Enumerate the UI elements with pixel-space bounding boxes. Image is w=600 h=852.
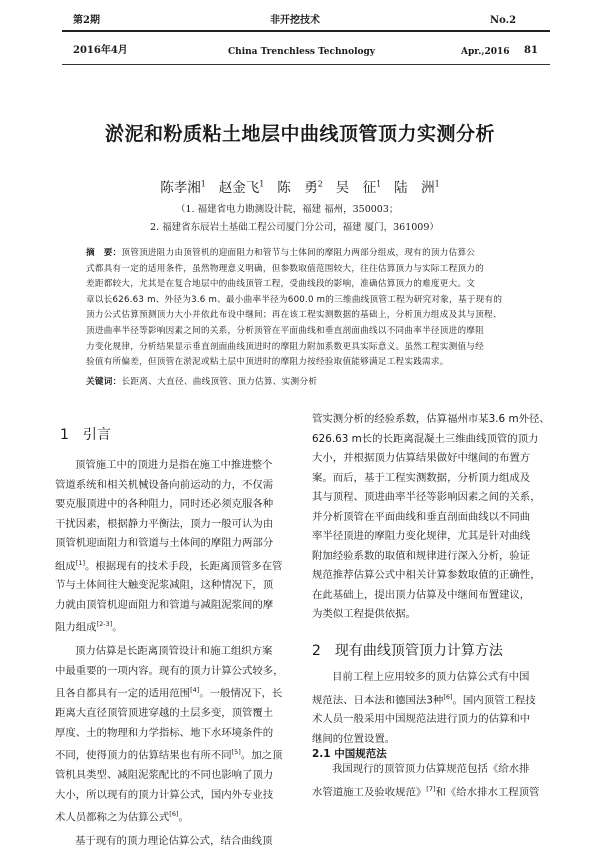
body-line: 力就由顶管机迎面阻力和管道与减阻泥浆间的摩: [55, 598, 274, 611]
citation: [6]: [169, 810, 179, 819]
body-line: [55, 805, 305, 828]
author-affiliation-mark: 1: [200, 179, 206, 189]
body-text: 不同，使得顶力的估算结果也有所不同: [55, 749, 232, 762]
body-line: 大小，所以现有的顶力计算公式，国内外专业技: [55, 788, 274, 801]
body-line: 厚度、土的物理和力学指标、地下水环境条件的: [55, 726, 274, 739]
body-line: [55, 681, 305, 704]
body-text: 规范法、日本法和德国法3种: [312, 693, 444, 706]
author-affiliation-mark: 1: [376, 179, 382, 189]
affiliation-2: 2. 福建省东辰岩土基础工程公司厦门分公司，福建 厦门，361009）: [150, 222, 439, 233]
section-2-heading: 2 现有曲线顶管顶力计算方法: [312, 643, 503, 659]
author-affiliation-mark: 2: [317, 179, 323, 189]
body-text: 术人员都称之为估算公式: [55, 811, 170, 824]
header-rule-top: [62, 30, 550, 32]
body-line: 规范推荐估算公式中相关计算参数取值的正确性，: [312, 569, 541, 581]
body-line: 干扰因素，根据静力平衡法，顶力一般可认为由: [55, 517, 274, 530]
body-line: 并分析顶管在平面曲线和垂直剖面曲线以不同曲: [312, 510, 531, 523]
author: 陈孝湘: [160, 180, 201, 196]
header-date-cn: 2016年4月: [73, 45, 128, 56]
affiliation-1: （1. 福建省电力勘测设计院，福建 福州，350003；: [176, 204, 399, 215]
author-list: [0, 176, 600, 196]
header-issue: 第2期: [73, 15, 100, 26]
body-line: 为类似工程提供依据。: [312, 608, 416, 620]
citation: [2-3]: [96, 620, 113, 629]
keywords: [86, 375, 317, 389]
abstract-line: 差距都较大，尤其是在复合地层中的曲线顶管工程，受曲线段的影响，准确估算顶力的难度更大。文: [86, 279, 476, 290]
abstract-label: 摘 要：: [86, 248, 122, 258]
abstract-line: 顶进曲率半径等影响因素之间的关系，分析顶管在平面曲线和垂直剖面曲线以不同曲率半径顶进的摩阻: [86, 325, 484, 336]
body-line: 率半径顶进的摩阻力变化规律，尤其是针对曲线: [312, 530, 531, 542]
body-line: 距离大直径顶管顶进穿越的土层多变，顶管覆土: [55, 707, 274, 720]
body-line: 顶管施工中的顶进力是指在施工中推进整个: [75, 459, 273, 471]
body-line: 大小，并根据顶力估算结果做好中继间的布置方: [312, 452, 531, 464]
body-text: 《给水排水工程顶管: [445, 785, 540, 798]
body-line: 目前工程上应用较多的顶力估算公式有中国: [332, 671, 530, 683]
section-2-1-heading: 2.1 中国规范法: [312, 748, 387, 760]
citation: [4]: [190, 686, 200, 695]
right-column-bottom: [312, 668, 562, 749]
body-line: [55, 615, 305, 638]
body-text: 。国内顶管工程技: [452, 693, 536, 706]
body-line: [55, 554, 305, 577]
header-date-en: Apr.,2016: [461, 47, 510, 57]
author-affiliation-mark: 1: [434, 179, 440, 189]
citation: [5]: [231, 748, 241, 757]
right-column-end: [312, 760, 562, 802]
body-line: 管机具类型、减阻泥浆配比的不同也影响了顶力: [55, 769, 274, 782]
body-text: 阻力组成: [55, 621, 97, 634]
keywords-label: 关键词：: [86, 377, 122, 387]
left-column: [55, 456, 305, 852]
header-journal-cn: 非开挖技术: [270, 15, 320, 26]
body-line: 附加经验系数的取值和规律进行深入分析，验证: [312, 549, 531, 562]
body-text: 。加之顶: [240, 749, 283, 762]
citation: [1]: [75, 558, 85, 567]
body-line: [55, 743, 305, 766]
body-text: 和: [435, 785, 446, 798]
body-line: 中最重要的一项内容。现有的顶力计算公式较多，: [55, 664, 284, 677]
body-text: 。根据现有的技术手段，长距离顶管多在管: [85, 559, 283, 572]
body-line: [312, 688, 562, 711]
body-text: 水管道施工及验收规范》: [312, 785, 427, 798]
body-line: 管实测分析的经验系数，估算福州市某3.6 m外径、: [312, 413, 550, 425]
body-line: 继间的位置设置。: [312, 732, 396, 745]
body-text: 。: [112, 621, 123, 634]
abstract-line: 力变化规律，分析结果显示垂直剖面曲线顶进时的摩阻力附加系数更具实际意义。虽然工程实测值与经: [86, 341, 484, 352]
author: 陈 勇: [277, 180, 318, 196]
keywords-text: 长距离、大直径、曲线顶管、顶力估算、实测分析: [121, 377, 318, 387]
body-text: 。: [178, 811, 189, 824]
body-line: 管道系统和相关机械设备向前运动的力，不仅需: [55, 478, 274, 491]
body-line: 术人员一般采用中国规范法进行顶力的估算和中: [312, 713, 531, 726]
page-number: 81: [524, 45, 538, 56]
body-line: 其与顶程、顶进曲率半径等影响因素之间的关系，: [312, 491, 541, 503]
body-line: 节与土体间往大触变泥浆减阻，这种情况下，顶: [55, 579, 274, 592]
body-line: 顶管机迎面阻力和管道与土体间的摩阻力两部分: [55, 537, 274, 549]
abstract-line: 顶力公式估算预测顶力大小并依此布设中继间；再在该工程实测数据的基础上，分析顶力组成及其与顶程、: [86, 310, 502, 321]
body-line: 在此基础上，提出顶力估算及中继间布置建议，: [312, 588, 531, 601]
body-text: 且各自都具有一定的适用范围: [55, 687, 191, 700]
header-rule-bottom: [62, 64, 550, 65]
author: 赵金飞: [218, 180, 260, 196]
article-title: 淤泥和粉质粘土地层中曲线顶管顶力实测分析: [104, 123, 495, 145]
right-column-top: [312, 410, 562, 625]
body-line: 要克服顶进中的各种阻力，同时还必须克服各种: [55, 498, 274, 510]
abstract-line: 顶管顶进阻力由顶管机的迎面阻力和管节与土体间的摩阻力两部分组成，现有的顶力估算公: [121, 248, 476, 258]
author: 吴 征: [335, 180, 377, 196]
abstract-line: 章以长626.63 m、外径为3.6 m、最小曲率半径为600.0 m的三维曲线顶管工程为研究对象，基于现有的: [86, 294, 503, 305]
body-text: 。一般情况下，长: [199, 687, 283, 700]
citation: [6]: [443, 692, 453, 701]
abstract-line: 式都具有一定的适用条件，虽然物理意义明确，但参数取值范围较大，往往估算顶力与实际工程顶力的: [86, 263, 484, 274]
author: 陆 洲: [394, 180, 435, 196]
body-text: 组成: [55, 559, 76, 572]
body-line: 626.63 m长的长距离混凝土三维曲线顶管的顶力: [312, 432, 539, 445]
header-journal-en: China Trenchless Technology: [228, 47, 376, 57]
body-line: 基于现有的顶力理论估算公式，结合曲线顶: [75, 835, 273, 848]
abstract: [86, 246, 526, 371]
section-1-heading: 1 引言: [60, 427, 111, 443]
citation: [7]: [426, 784, 436, 793]
abstract-line: 验值有所偏差，但顶管在淤泥或粘土层中顶进时的摩阻力按经验取值能够满足工程实践需求。: [86, 357, 449, 368]
header-number: No.2: [490, 15, 517, 26]
author-affiliation-mark: 1: [259, 179, 265, 189]
body-line: 顶力估算是长距离顶管设计和施工组织方案: [75, 645, 273, 658]
body-line: [312, 780, 562, 803]
body-line: 案。而后，基于工程实测数据，分析顶力组成及: [312, 471, 531, 484]
body-line: 我国现行的顶管顶力估算规范包括《给水排: [332, 763, 530, 775]
